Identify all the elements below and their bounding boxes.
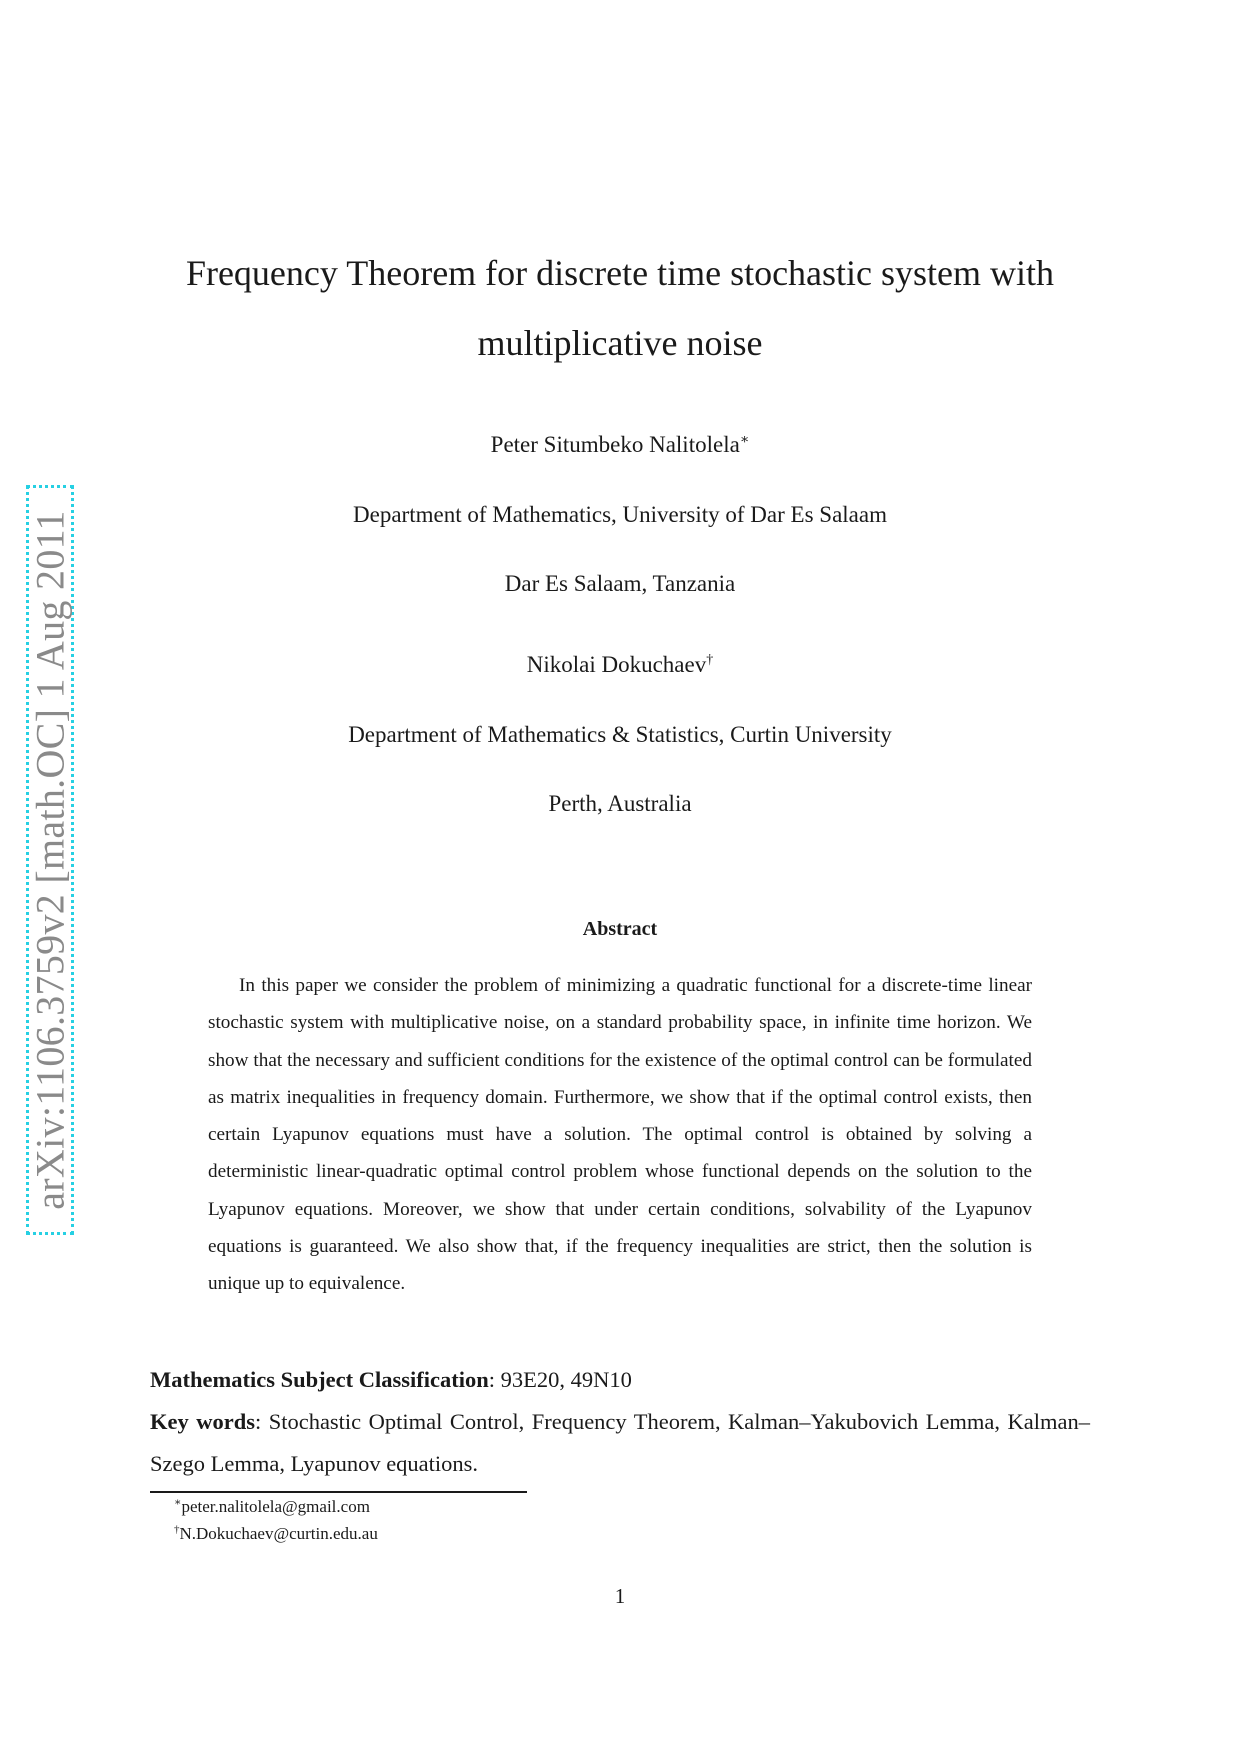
paper-title-line-2: multiplicative noise — [477, 323, 763, 363]
author-2-location: Perth, Australia — [548, 791, 692, 816]
author-1-footnote-mark: ∗ — [739, 432, 750, 448]
author-2-footnote-mark: † — [706, 652, 714, 668]
footnote-1 — [174, 1497, 370, 1517]
author-1-location: Dar Es Salaam, Tanzania — [504, 571, 736, 596]
arxiv-identifier: arXiv:1106.3759v2 [math.OC] 1 Aug 2011 — [27, 510, 73, 1210]
subject-classification-label: Mathematics Subject Classification — [150, 1367, 489, 1392]
abstract-heading: Abstract — [582, 918, 658, 940]
author-2-affiliation: Department of Mathematics & Statistics, Curtin University — [348, 722, 892, 747]
author-2-name: Nikolai Dokuchaev — [526, 652, 707, 677]
page-number: 1 — [614, 1584, 626, 1608]
author-2 — [0, 652, 1240, 678]
footnote-2-email: N.Dokuchaev@curtin.edu.au — [179, 1524, 378, 1543]
footnote-divider — [150, 1491, 527, 1493]
author-1 — [0, 432, 1240, 458]
paper-title-line-1: Frequency Theorem for discrete time stochastic system with — [185, 253, 1055, 293]
keywords-value: : Stochastic Optimal Control, Frequency Theorem, Kalman–Yakubovich Lemma, Kalman–Szego Lemma, Lyapunov equations. — [150, 1409, 1090, 1476]
footnote-2-mark: † — [174, 1523, 180, 1536]
author-1-affiliation: Department of Mathematics, University of Dar Es Salaam — [353, 502, 887, 527]
author-1-name: Peter Situmbeko Nalitolela — [490, 432, 740, 457]
footnote-1-mark: ∗ — [174, 1496, 182, 1509]
subject-classification — [150, 1359, 1090, 1401]
abstract-text: In this paper we consider the problem of minimizing a quadratic functional for a discrete-time linear stochastic system with multiplicative noise, on a standard probability space, in infinite time horizon. We show that the necessary and sufficient conditions for the existence of the optimal control can be formulated as matrix inequalities in frequency domain. Furthermore, we show that if the optimal control exists, then certain Lyapunov equations must have a solution. The optimal control is obtained by solving a deterministic linear-quadratic optimal control problem whose functional depends on the solution to the Lyapunov equations. Moreover, we show that under certain conditions, solvability of the Lyapunov equations is guaranteed. We also show that, if the frequency inequalities are strict, then the solution is unique up to equivalence. — [208, 975, 1032, 1295]
footnote-2 — [174, 1524, 378, 1544]
arxiv-stamp — [26, 485, 74, 1235]
keywords-label: Key words — [150, 1409, 255, 1434]
footnote-1-email: peter.nalitolela@gmail.com — [181, 1497, 370, 1516]
keywords — [150, 1401, 1090, 1485]
subject-classification-value: : 93E20, 49N10 — [488, 1367, 632, 1392]
